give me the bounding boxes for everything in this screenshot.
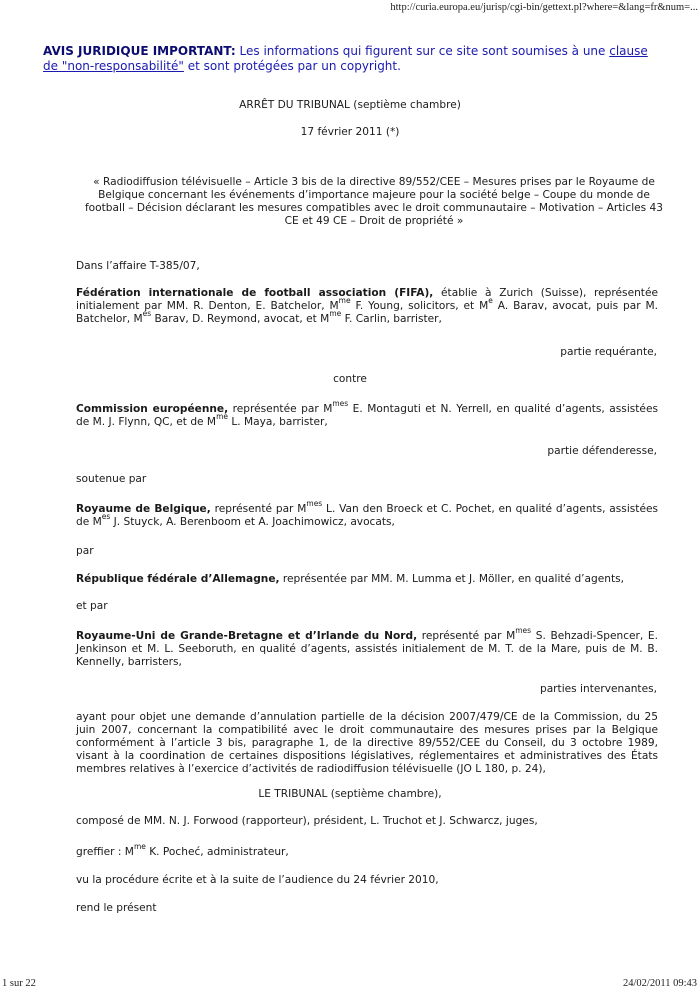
legal-notice-text: Les informations qui figurent sur ce site sont soumises à une	[235, 44, 610, 58]
court-heading: ARRÊT DU TRIBUNAL (septième chambre)	[239, 99, 461, 111]
superscript: me	[329, 309, 342, 319]
legal-notice-tail: et sont protégées par un copyright.	[183, 59, 401, 73]
defendant-text: L. Maya, barrister,	[228, 416, 328, 428]
defendant-text: représentée par M	[228, 403, 333, 415]
par-label: par	[76, 545, 94, 557]
composition: composé de MM. N. J. Forwood (rapporteur), président, L. Truchot et J. Schwarcz, juges,	[76, 815, 538, 827]
legal-notice	[43, 44, 658, 74]
superscript: es	[142, 309, 152, 319]
belgium-text: représenté par M	[210, 503, 307, 515]
superscript: mes	[332, 399, 349, 409]
superscript: mes	[515, 626, 532, 636]
judgment-date: 17 février 2011 (*)	[300, 126, 400, 138]
germany-text: représentée par MM. M. Lumma et J. Möller, en qualité d’agents,	[279, 573, 625, 585]
applicant-text: établie à Zurich (Suisse), représentée initialement par MM. R. Denton, E. Batchelor, M	[76, 287, 658, 312]
registrar-text: K. Pocheć, administrateur,	[145, 846, 289, 858]
superscript: es	[101, 512, 111, 522]
belgium-name: Royaume de Belgique,	[76, 503, 211, 515]
object-paragraph: ayant pour objet une demande d’annulation partielle de la décision 2007/479/CE de la Commission, du 25 juin 2007, concernant la compatibilité avec le droit communautaire des mesures prises par la Belgique conformément à l’article 3 bis, paragraphe 1, de la directive 89/552/CEE du Conseil, du 3 octobre 1989, visant à la coordination de certaines dispositions législatives, réglementaires et administratives des États membres relatives à l’exercice d’activités de radiodiffusion télévisuelle (JO L 180, p. 24),	[76, 711, 658, 775]
superscript: me	[133, 842, 146, 852]
page-url: http://curia.europa.eu/jurisp/cgi-bin/gettext.pl?where=&lang=fr&num=...	[390, 2, 698, 13]
applicant-name: Fédération internationale de football association (FIFA),	[76, 287, 434, 299]
et-par-label: et par	[76, 600, 108, 612]
role-defendant: partie défenderesse,	[547, 445, 657, 457]
case-subject: « Radiodiffusion télévisuelle – Article 3 bis de la directive 89/552/CEE – Mesures prises par le Royaume de Belgique concernant les événements d’importance majeure pour la société belge – Coupe du monde de football – Décision déclarant les mesures compatibles avec le droit communautaire – Motivation – Articles 43 CE et 49 CE – Droit de propriété »	[84, 176, 664, 227]
defendant-paragraph	[76, 399, 658, 429]
legal-notice-lead: AVIS JURIDIQUE IMPORTANT:	[43, 44, 236, 58]
print-timestamp: 24/02/2011 09:43	[623, 978, 697, 989]
renders: rend le présent	[76, 902, 157, 914]
superscript: me	[216, 412, 228, 422]
uk-text: S. Behzadi-Spencer, E. Jenkinson et M. L. Seeboruth, en qualité d’agents, assistés initialement de M. T. de la Mare, puis de M. B. Kennelly, barristers,	[76, 630, 658, 668]
superscript: mes	[306, 499, 323, 509]
registrar-text: greffier : M	[76, 846, 134, 858]
registrar-paragraph	[76, 842, 658, 859]
superscript: e	[488, 296, 493, 306]
uk-paragraph	[76, 626, 658, 669]
belgium-text: J. Stuyck, A. Berenboom et A. Joachimowicz, avocats,	[110, 516, 395, 528]
defendant-text: E. Montaguti et N. Yerrell, en qualité d’agents, assistées de M. J. Flynn, QC, et de M	[76, 403, 658, 428]
germany-name: République fédérale d’Allemagne,	[76, 573, 280, 585]
applicant-text: Barav, D. Reymond, avocat, et M	[151, 313, 330, 325]
tribunal-heading: LE TRIBUNAL (septième chambre),	[258, 788, 442, 800]
page-number: 1 sur 22	[2, 978, 36, 989]
applicant-text: F. Young, solicitors, et M	[350, 300, 489, 312]
disclaimer-link[interactable]: clause de "non-responsabilité"	[43, 44, 648, 73]
role-interveners: parties intervenantes,	[539, 683, 657, 695]
belgium-text: L. Van den Broeck et C. Pochet, en qualité d’agents, assistées de M	[76, 503, 658, 528]
applicant-text: F. Carlin, barrister,	[341, 313, 442, 325]
role-applicant: partie requérante,	[560, 346, 657, 358]
contre-label: contre	[333, 373, 367, 385]
supported-by: soutenue par	[76, 473, 147, 485]
uk-name: Royaume-Uni de Grande-Bretagne et d’Irlande du Nord,	[76, 630, 418, 642]
uk-text: représenté par M	[417, 630, 516, 642]
case-number: Dans l’affaire T-385/07,	[76, 260, 200, 272]
applicant-paragraph	[76, 287, 658, 326]
belgium-paragraph	[76, 499, 658, 529]
superscript: me	[338, 296, 351, 306]
applicant-text: A. Barav, avocat, puis par M. Batchelor, M	[76, 300, 658, 325]
procedure: vu la procédure écrite et à la suite de l’audience du 24 février 2010,	[76, 874, 439, 886]
defendant-name: Commission européenne,	[76, 403, 229, 415]
germany-paragraph	[76, 573, 658, 586]
